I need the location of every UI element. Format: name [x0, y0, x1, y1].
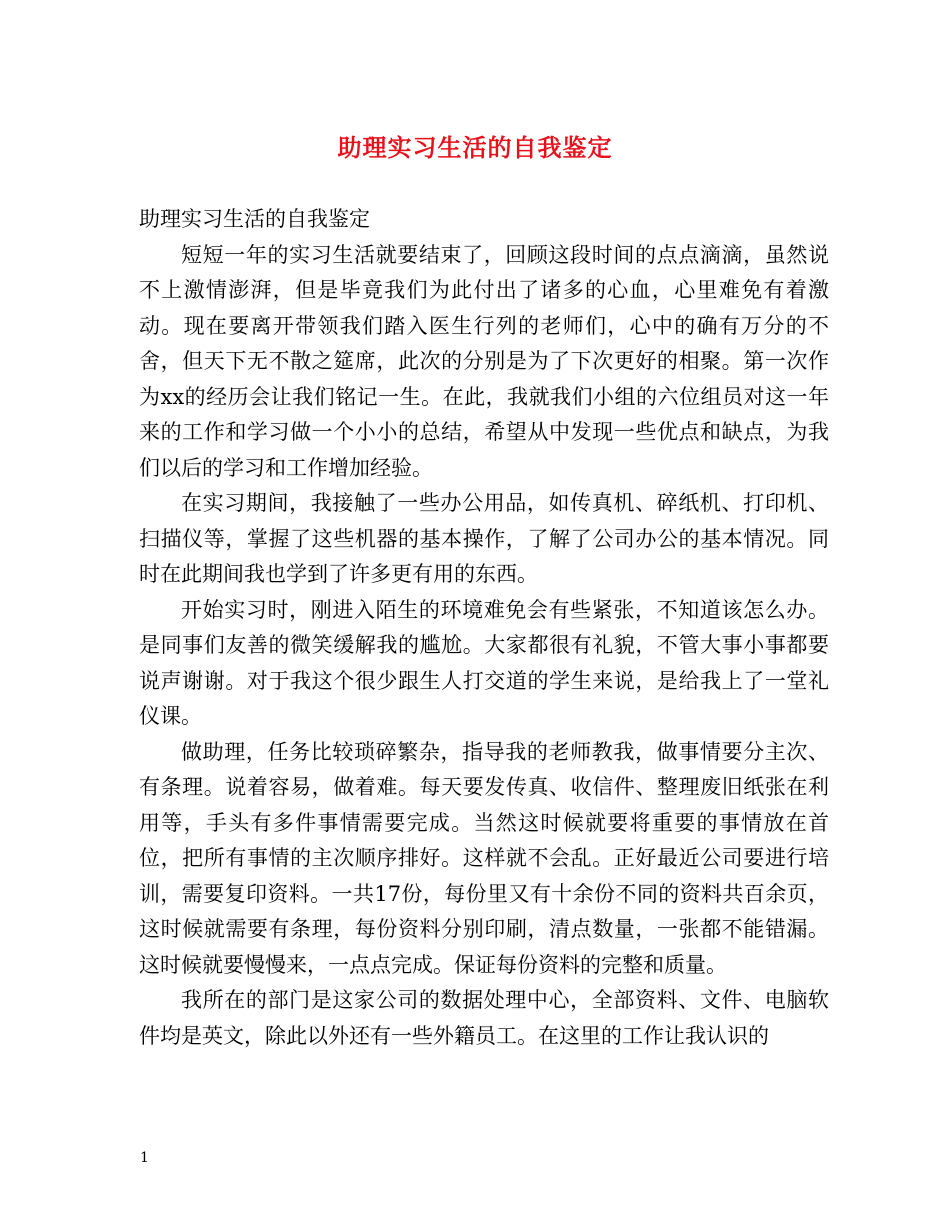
document-title: 助理实习生活的自我鉴定	[337, 133, 613, 162]
document-body	[139, 202, 829, 1054]
body-paragraph: 在实习期间，我接触了一些办公用品，如传真机、碎纸机、打印机、扫描仪等，掌握了这些机器的基本操作，了解了公司办公的基本情况。同时在此期间我也学到了许多更有用的东西。	[139, 491, 829, 586]
body-paragraph: 做助理，任务比较琐碎繁杂，指导我的老师教我，做事情要分主次、有条理。说着容易，做着难。每天要发传真、收信件、整理废旧纸张在利用等，手头有多件事情需要完成。当然这时候就要将重要的事情放在首位，把所有事情的主次顺序排好。这样就不会乱。正好最近公司要进行培训，需要复印资料。一共17份，每份里又有十余份不同的资料共百余页，这时候就需要有条理，每份资料分别印刷，清点数量，一张都不能错漏。这时候就要慢慢来，一点点完成。保证每份资料的完整和质量。	[139, 739, 829, 977]
document-subheading: 助理实习生活的自我鉴定	[139, 207, 370, 231]
body-paragraph: 短短一年的实习生活就要结束了，回顾这段时间的点点滴滴，虽然说不上激情澎湃，但是毕竟我们为此付出了诸多的心血，心里难免有着激动。现在要离开带领我们踏入医生行列的老师们，心中的确有万分的不舍，但天下无不散之筵席，此次的分别是为了下次更好的相聚。第一次作为xx的经历会让我们铭记一生。在此，我就我们小组的六位组员对这一年来的工作和学习做一个小小的总结，希望从中发现一些优点和缺点，为我们以后的学习和工作增加经验。	[139, 242, 829, 480]
body-paragraph: 我所在的部门是这家公司的数据处理中心，全部资料、文件、电脑软件均是英文，除此以外还有一些外籍员工。在这里的工作让我认识的	[139, 988, 829, 1048]
page-number: 1	[140, 1150, 149, 1166]
body-paragraph: 开始实习时，刚进入陌生的环境难免会有些紧张，不知道该怎么办。是同事们友善的微笑缓解我的尴尬。大家都很有礼貌，不管大事小事都要说声谢谢。对于我这个很少跟生人打交道的学生来说，是给我上了一堂礼仪课。	[139, 597, 829, 728]
